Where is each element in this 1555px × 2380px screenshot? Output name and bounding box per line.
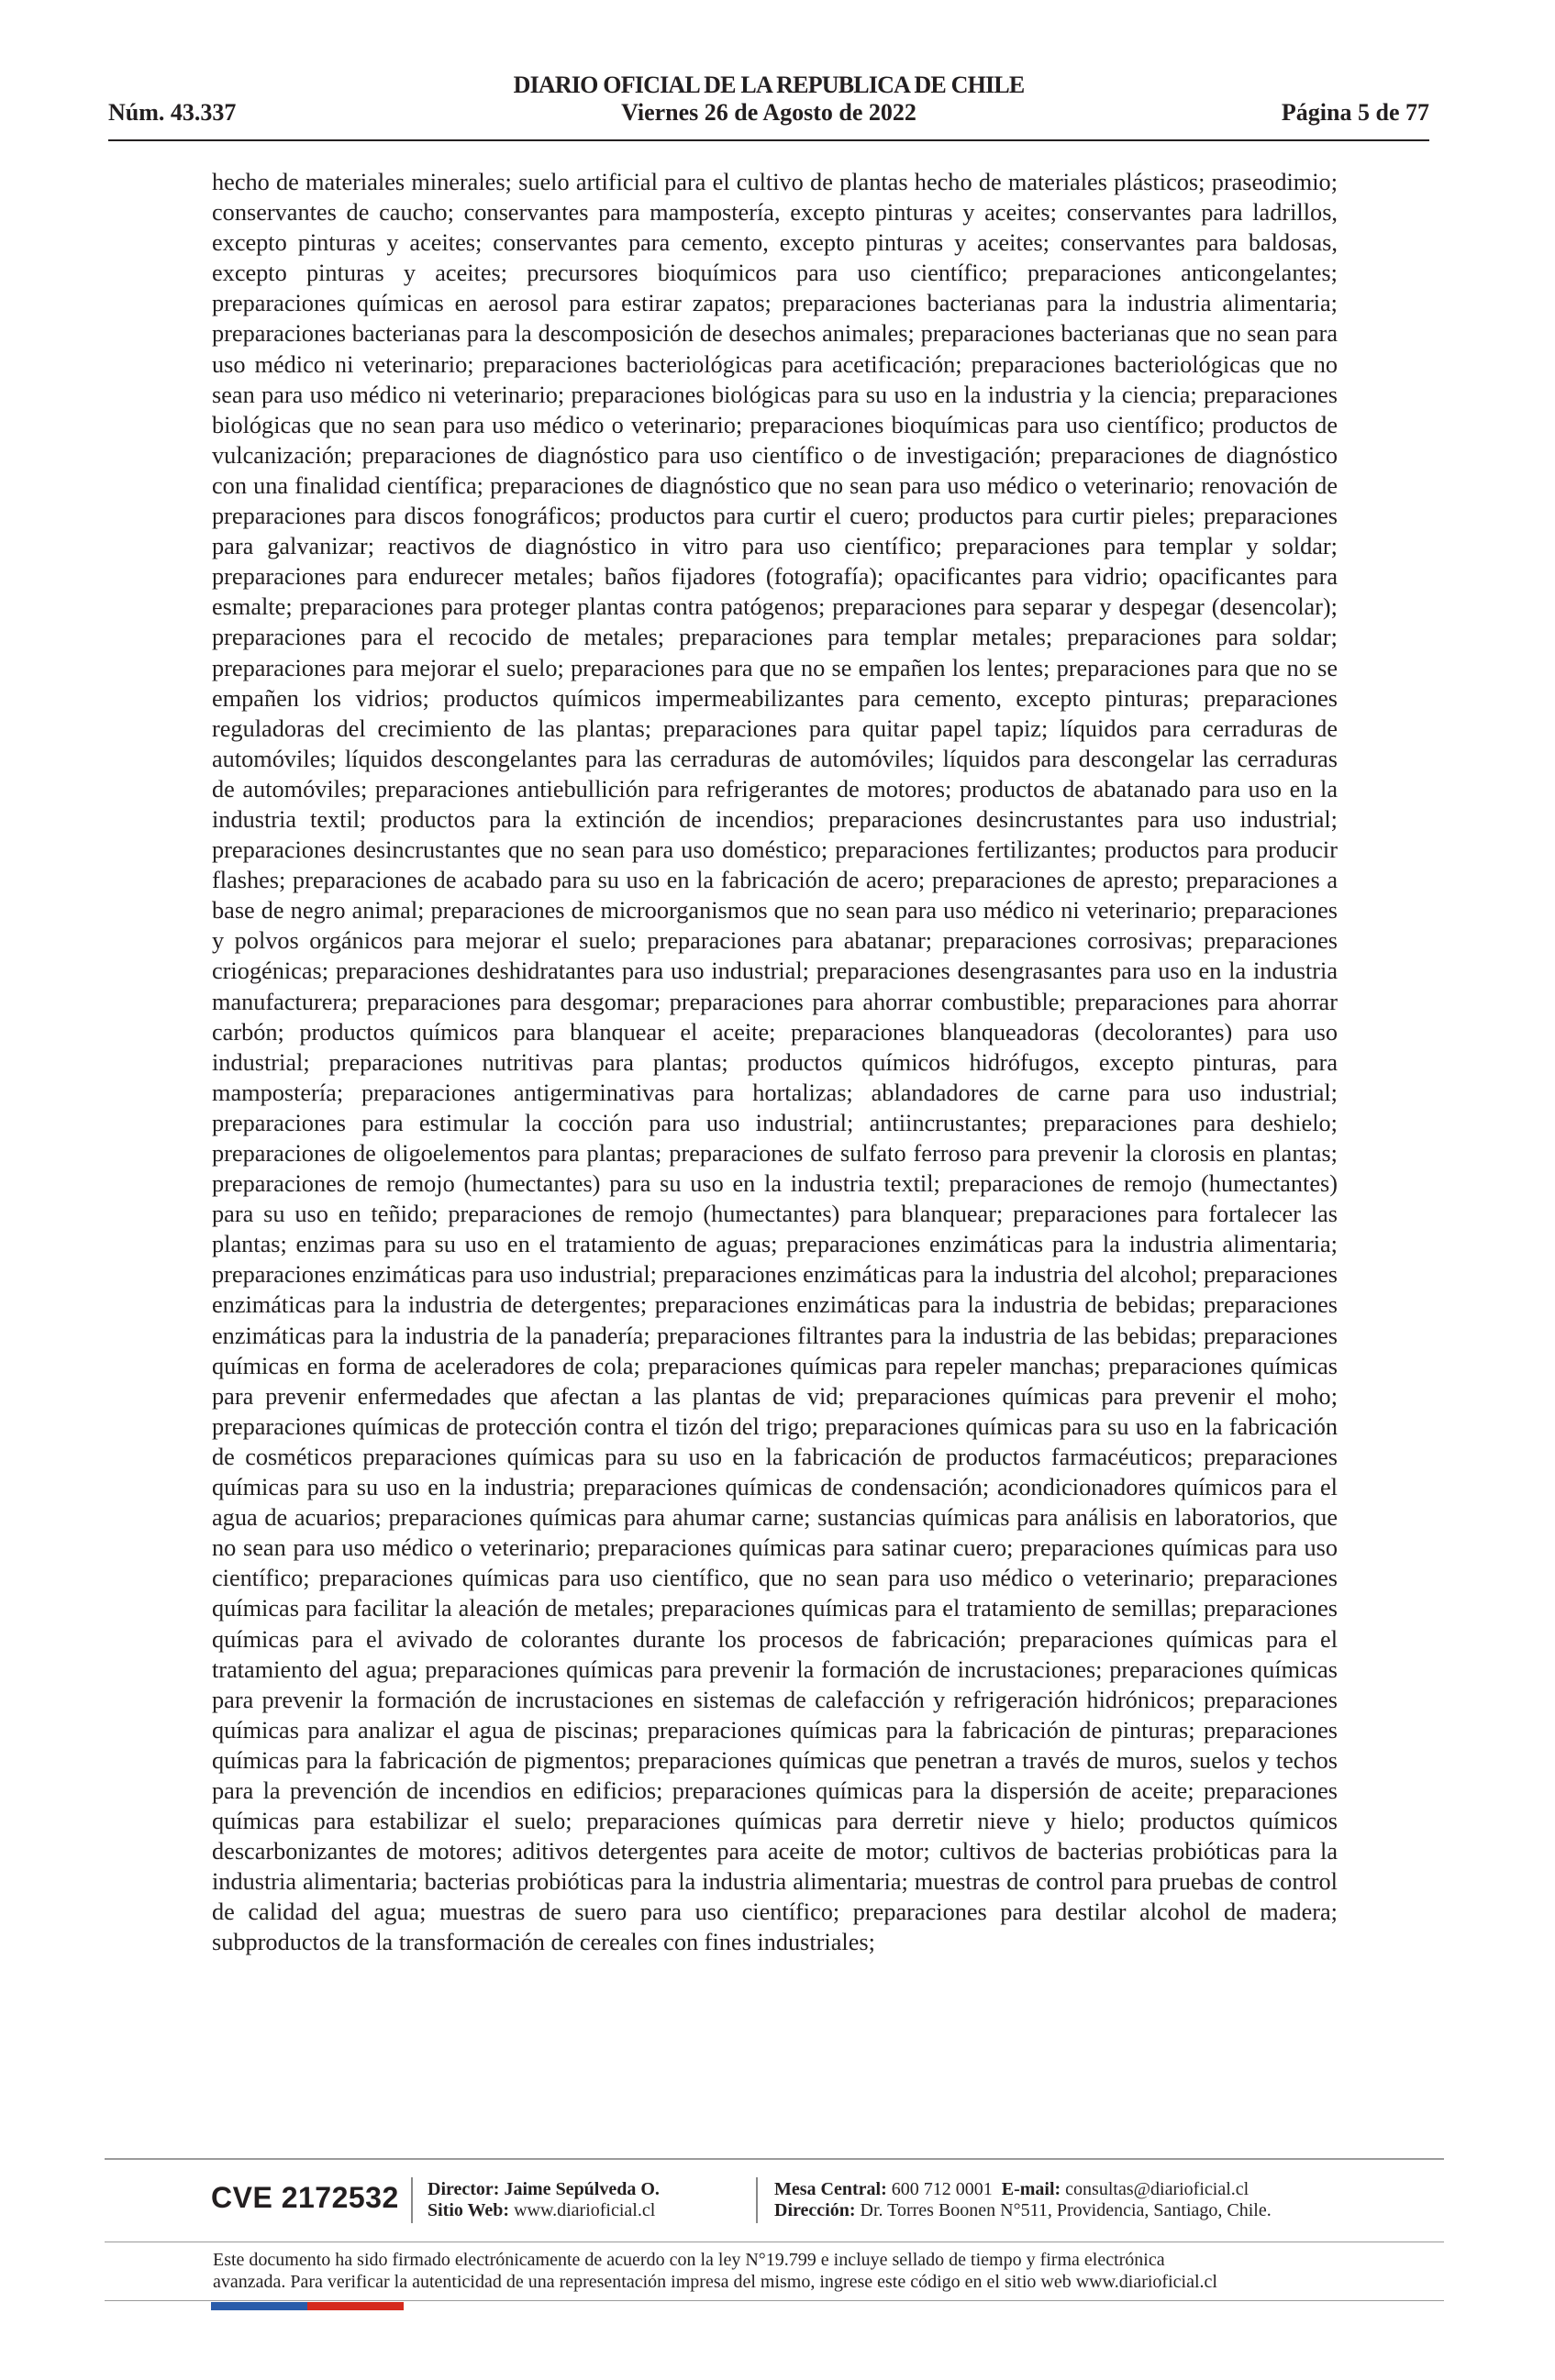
email-label: E-mail: (1001, 2179, 1061, 2199)
director-label: Director: (428, 2179, 500, 2199)
footer-contact-block (774, 2179, 1272, 2221)
footer-divider-top (105, 2158, 1444, 2160)
director-name: Jaime Sepúlveda O. (504, 2179, 660, 2199)
address-value: Dr. Torres Boonen N°511, Providencia, Santiago, Chile. (860, 2200, 1272, 2220)
flag-stripe-blue (211, 2302, 307, 2310)
flag-stripe (211, 2302, 404, 2310)
cve-code: CVE 2172532 (211, 2181, 399, 2214)
issue-number: Núm. 43.337 (108, 99, 237, 126)
footer-separator-2 (756, 2177, 758, 2223)
footer-director-block (428, 2179, 660, 2221)
website-link[interactable]: www.diarioficial.cl (514, 2200, 656, 2220)
email-link[interactable]: consultas@diarioficial.cl (1065, 2179, 1250, 2199)
page-header (108, 72, 1429, 145)
footer-separator-1 (411, 2177, 413, 2223)
legal-notice (213, 2249, 1405, 2293)
page-number: Página 5 de 77 (1281, 99, 1429, 126)
legal-notice-line-2: avanzada. Para verificar la autenticidad de una representación impresa del mismo, ingrese este código en el sitio web www.diarioficial.cl (213, 2272, 1217, 2292)
footer-divider-bottom (105, 2300, 1444, 2301)
website-label: Sitio Web: (428, 2200, 510, 2220)
issue-date: Viernes 26 de Agosto de 2022 (621, 99, 916, 126)
legal-notice-line-1: Este documento ha sido firmado electrónicamente de acuerdo con la ley N°19.799 e incluye sellado de tiempo y firma electrónica (213, 2250, 1165, 2270)
flag-stripe-red (307, 2302, 404, 2310)
mesa-central-label: Mesa Central: (774, 2179, 887, 2199)
address-label: Dirección: (774, 2200, 856, 2220)
mesa-central-phone: 600 712 0001 (891, 2179, 993, 2199)
newspaper-title: DIARIO OFICIAL DE LA REPUBLICA DE CHILE (513, 72, 1025, 98)
body-text: hecho de materiales minerales; suelo artificial para el cultivo de plantas hecho de materiales plásticos; praseodimio; conservantes de caucho; conservantes para mampostería, excepto pinturas y aceites; conservantes para ladrillos, excepto pinturas y aceites; conservantes para cemento, excepto pinturas y aceites; conservantes para baldosas, excepto pinturas y aceites; precursores bioquímicos para uso científico; preparaciones anticongelantes; preparaciones químicas en aerosol para estirar zapatos; preparaciones bacterianas para la industria alimentaria; preparaciones bacterianas para la descomposición de desechos animales; preparaciones bacterianas que no sean para uso médico ni veterinario; preparaciones bacteriológicas para acetificación; preparaciones bacteriológicas que no sean para uso médico ni veterinario; preparaciones biológicas para su uso en la industria y la ciencia; preparaciones biológicas que no sean para uso médico o veterinario; preparaciones bioquímicas para uso científico; productos de vulcanización; preparaciones de diagnóstico para uso científico o de investigación; preparaciones de diagnóstico con una finalidad científica; preparaciones de diagnóstico que no sean para uso médico o veterinario; renovación de preparaciones para discos fonográficos; productos para curtir el cuero; productos para curtir pieles; preparaciones para galvanizar; reactivos de diagnóstico in vitro para uso científico; preparaciones para templar y soldar; preparaciones para endurecer metales; baños fijadores (fotografía); opacificantes para vidrio; opacificantes para esmalte; preparaciones para proteger plantas contra patógenos; preparaciones para separar y despegar (desencolar); preparaciones para el recocido de metales; preparaciones para templar metales; preparaciones para soldar; preparaciones para mejorar el suelo; preparaciones para que no se empañen los lentes; preparaciones para que no se empañen los vidrios; productos químicos impermeabilizantes para cemento, excepto pinturas; preparaciones reguladoras del crecimiento de las plantas; preparaciones para quitar papel tapiz; líquidos para cerraduras de automóviles; líquidos descongelantes para las cerraduras de automóviles; líquidos para descongelar las cerraduras de automóviles; preparaciones antiebullición para refrigerantes de motores; productos de abatanado para uso en la industria textil; productos para la extinción de incendios; preparaciones desincrustantes para uso industrial; preparaciones desincrustantes que no sean para uso doméstico; preparaciones fertilizantes; productos para producir flashes; preparaciones de acabado para su uso en la fabricación de acero; preparaciones de apresto; preparaciones a base de negro animal; preparaciones de microorganismos que no sean para uso médico ni veterinario; preparaciones y polvos orgánicos para mejorar el suelo; preparaciones para abatanar; preparaciones corrosivas; preparaciones criogénicas; preparaciones deshidratantes para uso industrial; preparaciones desengrasantes para uso en la industria manufacturera; preparaciones para desgomar; preparaciones para ahorrar combustible; preparaciones para ahorrar carbón; productos químicos para blanquear el aceite; preparaciones blanqueadoras (decolorantes) para uso industrial; preparaciones nutritivas para plantas; productos químicos hidrófugos, excepto pinturas, para mampostería; preparaciones antigerminativas para hortalizas; ablandadores de carne para uso industrial; preparaciones para estimular la cocción para uso industrial; antiincrustantes; preparaciones para deshielo; preparaciones de oligoelementos para plantas; preparaciones de sulfato ferroso para prevenir la clorosis en plantas; preparaciones de remojo (humectantes) para su uso en la industria textil; preparaciones de remojo (humectantes) para su uso en teñido; preparaciones de remojo (humectantes) para blanquear; preparaciones para fortalecer las plantas; enzimas para su uso en el tratamiento de aguas; preparaciones enzimáticas para la industria alimentaria; preparaciones enzimáticas para uso industrial; preparaciones enzimáticas para la industria del alcohol; preparaciones enzimáticas para la industria de detergentes; preparaciones enzimáticas para la industria de bebidas; preparaciones enzimáticas para la industria de la panadería; preparaciones filtrantes para la industria de las bebidas; preparaciones químicas en forma de aceleradores de cola; preparaciones químicas para repeler manchas; preparaciones químicas para prevenir enfermedades que afectan a las plantas de vid; preparaciones químicas para prevenir el moho; preparaciones químicas de protección contra el tizón del trigo; preparaciones químicas para su uso en la fabricación de cosméticos preparaciones químicas para su uso en la fabricación de productos farmacéuticos; preparaciones químicas para su uso en la industria; preparaciones químicas de condensación; acondicionadores químicos para el agua de acuarios; preparaciones químicas para ahumar carne; sustancias químicas para análisis en laboratorios, que no sean para uso médico o veterinario; preparaciones químicas para satinar cuero; preparaciones químicas para uso científico; preparaciones químicas para uso científico, que no sean para uso médico o veterinario; preparaciones químicas para facilitar la aleación de metales; preparaciones químicas para el tratamiento de semillas; preparaciones químicas para el avivado de colorantes durante los procesos de fabricación; preparaciones químicas para el tratamiento del agua; preparaciones químicas para prevenir la formación de incrustaciones; preparaciones químicas para prevenir la formación de incrustaciones en sistemas de calefacción y refrigeración hidrónicos; preparaciones químicas para analizar el agua de piscinas; preparaciones químicas para la fabricación de pinturas; preparaciones químicas para la fabricación de pigmentos; preparaciones químicas que penetran a través de muros, suelos y techos para la prevención de incendios en edificios; preparaciones químicas para la dispersión de aceite; preparaciones químicas para estabilizar el suelo; preparaciones químicas para derretir nieve y hielo; productos químicos descarbonizantes de motores; aditivos detergentes para aceite de motor; cultivos de bacterias probióticas para la industria alimentaria; bacterias probióticas para la industria alimentaria; muestras de control para pruebas de control de calidad del agua; muestras de suero para uso científico; preparaciones para destilar alcohol de madera; subproductos de la transformación de cereales con fines industriales; (212, 169, 1338, 1956)
header-divider (108, 139, 1429, 141)
page-footer (105, 2172, 1444, 2236)
